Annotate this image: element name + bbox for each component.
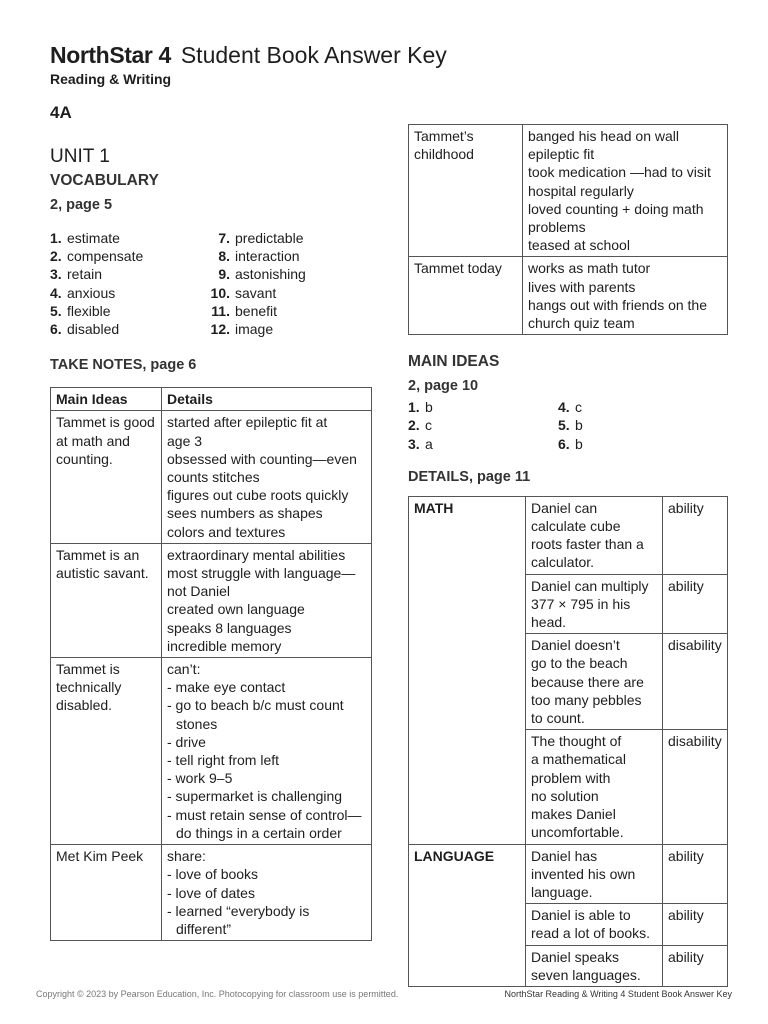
detail-text-cell — [526, 844, 663, 904]
vocabulary-word: compensate — [67, 248, 144, 265]
cell-line: hospital regularly — [528, 182, 634, 199]
vocabulary-word: image — [235, 321, 274, 338]
cell-line: autistic savant. — [56, 565, 149, 582]
detail-type-cell: disability — [663, 730, 728, 844]
cell-line: sees numbers as shapes — [167, 505, 323, 522]
vocabulary-item — [50, 247, 206, 265]
detail-text-cell — [526, 730, 663, 844]
table-row — [409, 125, 728, 257]
item-number: 6. — [558, 435, 570, 452]
cell-line: age 3 — [167, 432, 203, 449]
cell-line: figures out cube roots quickly — [167, 487, 349, 504]
cell-line: not Daniel — [167, 583, 231, 600]
cell-line: calculate cube — [531, 518, 621, 535]
vocabulary-column-2 — [206, 229, 366, 338]
cell-line: read a lot of books. — [531, 925, 651, 942]
vocabulary-item — [206, 320, 366, 338]
main-ideas-column-1 — [408, 398, 558, 453]
table-row — [409, 496, 728, 574]
vocabulary-column-1 — [50, 229, 206, 338]
main-ideas-subheading: 2, page 10 — [408, 378, 479, 395]
cell-line: Daniel can multiply — [531, 577, 649, 594]
cell-line: language. — [531, 883, 593, 900]
main-idea-cell — [51, 411, 162, 543]
detail-text-cell — [526, 574, 663, 634]
header-title-line — [50, 42, 447, 69]
main-idea-cell — [51, 658, 162, 845]
table-row — [51, 543, 372, 657]
detail-type-cell: ability — [663, 904, 728, 945]
answer-letter: c — [425, 417, 432, 434]
answer-letter: b — [575, 435, 583, 452]
topic-cell — [409, 125, 523, 257]
details-cell — [162, 543, 372, 657]
vocabulary-word: anxious — [67, 284, 116, 301]
document-title: Student Book Answer Key — [180, 42, 447, 68]
cell-line: childhood — [414, 146, 474, 163]
cell-line: roots faster than a — [531, 536, 644, 553]
cell-line: at math and — [56, 432, 130, 449]
vocabulary-item — [50, 320, 206, 338]
unit-code: 4A — [50, 103, 72, 122]
cell-line: because there are — [531, 673, 644, 690]
item-number: 12. — [210, 321, 230, 338]
left-column — [50, 145, 372, 941]
detail-text-cell — [526, 496, 663, 574]
item-number: 9. — [218, 266, 230, 283]
item-number: 1. — [408, 399, 420, 416]
cell-line: problem with — [531, 769, 611, 786]
vocabulary-item — [206, 284, 366, 302]
cell-line: church quiz team — [528, 315, 635, 332]
item-number: 3. — [408, 435, 420, 452]
column-header-details: Details — [162, 388, 372, 411]
cell-line: - supermarket is challenging — [167, 788, 343, 805]
table-row — [409, 844, 728, 904]
answer-letter: c — [575, 399, 582, 416]
cell-line: Daniel has — [531, 847, 598, 864]
unit-title: UNIT 1 — [50, 146, 110, 167]
vocabulary-item — [206, 247, 366, 265]
cell-line: works as math tutor — [528, 260, 651, 277]
detail-type-cell: ability — [663, 945, 728, 986]
details-table — [408, 496, 728, 987]
main-idea-cell — [51, 845, 162, 941]
details-cell — [162, 411, 372, 543]
notes-continued-table — [408, 124, 728, 335]
cell-line: banged his head on wall — [528, 128, 680, 144]
footer-book-title: NorthStar Reading & Writing 4 Student Book Answer Key — [504, 989, 732, 999]
cell-line: The thought of — [531, 733, 622, 750]
vocabulary-word: flexible — [67, 302, 111, 319]
cell-line: counts stitches — [167, 469, 260, 486]
cell-line: created own language — [167, 601, 305, 618]
item-number: 3. — [50, 266, 62, 283]
details-cell — [523, 257, 728, 335]
details-cell — [523, 125, 728, 257]
cell-line: Daniel is able to — [531, 907, 631, 924]
answer-item — [558, 398, 708, 416]
cell-line: - tell right from left — [167, 752, 280, 769]
cell-line: Daniel can — [531, 499, 598, 516]
take-notes-table — [50, 387, 372, 941]
cell-line: extraordinary mental abilities — [167, 546, 346, 563]
answer-item — [558, 435, 708, 453]
cell-line: go to the beach — [531, 655, 628, 672]
answer-item — [408, 416, 558, 434]
vocabulary-subheading: 2, page 5 — [50, 197, 113, 213]
detail-type-cell: ability — [663, 574, 728, 634]
cell-line: 377 × 795 in his — [531, 595, 631, 612]
item-number: 2. — [50, 248, 62, 265]
cell-line: - work 9–5 — [167, 770, 233, 787]
cell-line: lives with parents — [528, 278, 636, 295]
vocabulary-word: savant — [235, 284, 277, 301]
answer-item — [408, 435, 558, 453]
cell-line: most struggle with language— — [167, 565, 356, 582]
cell-line: incredible memory — [167, 637, 282, 654]
cell-line: - go to beach b/c must count stones — [167, 697, 344, 732]
brand-subtitle: Reading & Writing — [50, 71, 172, 87]
cell-line: Daniel speaks — [531, 948, 619, 965]
cell-line: Tammet today — [414, 260, 502, 277]
brand-name: NorthStar 4 — [50, 42, 171, 68]
table-row — [51, 658, 372, 845]
table-row — [409, 257, 728, 335]
cell-line: epileptic fit — [528, 146, 595, 163]
answer-letter: b — [425, 399, 433, 416]
details-cell — [162, 845, 372, 941]
vocabulary-heading: VOCABULARY — [50, 172, 159, 189]
answer-item — [408, 398, 558, 416]
cell-line: can’t: — [167, 661, 201, 678]
footer-copyright: Copyright © 2023 by Pearson Education, Inc. Photocopying for classroom use is permitted. — [36, 989, 399, 999]
detail-text-cell — [526, 634, 663, 730]
column-header-main-ideas: Main Ideas — [51, 388, 162, 411]
cell-line: took medication —had to visit — [528, 164, 711, 181]
cell-line: to count. — [531, 710, 585, 727]
detail-text-cell — [526, 945, 663, 986]
cell-line: seven languages. — [531, 966, 641, 983]
cell-line: disabled. — [56, 697, 113, 714]
cell-line: - drive — [167, 733, 206, 750]
vocabulary-item — [206, 229, 366, 247]
cell-line: invented his own — [531, 865, 636, 882]
detail-type-cell: ability — [663, 496, 728, 574]
details-heading: DETAILS, page 11 — [408, 468, 531, 485]
cell-line: too many pebbles — [531, 691, 642, 708]
cell-line: a mathematical — [531, 751, 626, 768]
item-number: 4. — [558, 399, 570, 416]
cell-line: speaks 8 languages — [167, 619, 292, 636]
cell-line: - love of books — [167, 866, 259, 883]
cell-line: share: — [167, 848, 206, 865]
item-number: 7. — [218, 230, 230, 246]
main-ideas-heading: MAIN IDEAS — [408, 353, 500, 371]
vocabulary-word: estimate — [67, 230, 120, 246]
item-number: 6. — [50, 321, 62, 338]
cell-line: teased at school — [528, 237, 630, 254]
take-notes-heading: TAKE NOTES, page 6 — [50, 357, 197, 374]
cell-line: Met Kim Peek — [56, 848, 144, 865]
vocabulary-word: benefit — [235, 302, 278, 319]
cell-line: Tammet is an — [56, 546, 140, 563]
cell-line: counting. — [56, 450, 113, 467]
main-ideas-column-2 — [558, 398, 708, 453]
vocabulary-item — [50, 302, 206, 320]
vocabulary-item — [50, 265, 206, 283]
item-number: 11. — [211, 302, 230, 319]
table-header-row — [51, 388, 372, 411]
detail-text-cell — [526, 904, 663, 945]
cell-line: hangs out with friends on the — [528, 296, 708, 313]
vocabulary-word: predictable — [235, 230, 304, 246]
table-row — [51, 411, 372, 543]
vocabulary-word: interaction — [235, 248, 300, 265]
item-number: 8. — [218, 248, 230, 265]
vocabulary-list — [50, 229, 372, 338]
cell-line: - make eye contact — [167, 679, 286, 696]
cell-line: - learned “everybody is different” — [167, 902, 310, 937]
cell-line: no solution — [531, 787, 599, 804]
main-ideas-list — [408, 398, 728, 453]
cell-line: - love of dates — [167, 884, 255, 901]
cell-line: uncomfortable. — [531, 824, 624, 841]
vocabulary-word: retain — [67, 266, 103, 283]
item-number: 2. — [408, 417, 420, 434]
cell-line: calculator. — [531, 554, 595, 571]
page-header — [50, 42, 447, 87]
item-number: 5. — [558, 417, 570, 434]
cell-line: obsessed with counting—even — [167, 450, 357, 467]
category-cell: MATH — [409, 496, 526, 844]
vocabulary-item — [206, 265, 366, 283]
cell-line: started after epileptic fit at — [167, 414, 328, 431]
vocabulary-item — [50, 284, 206, 302]
main-idea-cell — [51, 543, 162, 657]
cell-line: colors and textures — [167, 523, 286, 540]
item-number: 10. — [210, 284, 230, 301]
vocabulary-word: astonishing — [235, 266, 306, 283]
item-number: 1. — [50, 230, 62, 246]
vocabulary-item — [50, 229, 206, 247]
cell-line: head. — [531, 614, 567, 631]
cell-line: Tammet’s — [414, 128, 474, 144]
answer-letter: a — [425, 435, 433, 452]
cell-line: Tammet is — [56, 661, 120, 678]
details-cell — [162, 658, 372, 845]
vocabulary-item — [206, 302, 366, 320]
answer-item — [558, 416, 708, 434]
cell-line: loved counting + doing math — [528, 200, 704, 217]
cell-line: Daniel doesn’t — [531, 637, 620, 654]
cell-line: Tammet is good — [56, 414, 155, 431]
cell-line: problems — [528, 219, 586, 236]
topic-cell — [409, 257, 523, 335]
category-cell: LANGUAGE — [409, 844, 526, 986]
cell-line: technically — [56, 679, 122, 696]
cell-line: - must retain sense of control—do things in a certain order — [167, 806, 362, 841]
item-number: 4. — [50, 284, 62, 301]
item-number: 5. — [50, 302, 62, 319]
vocabulary-word: disabled — [67, 321, 120, 338]
detail-type-cell: disability — [663, 634, 728, 730]
answer-letter: b — [575, 417, 583, 434]
right-column — [408, 124, 728, 987]
cell-line: makes Daniel — [531, 806, 616, 823]
table-row — [51, 845, 372, 941]
detail-type-cell: ability — [663, 844, 728, 904]
